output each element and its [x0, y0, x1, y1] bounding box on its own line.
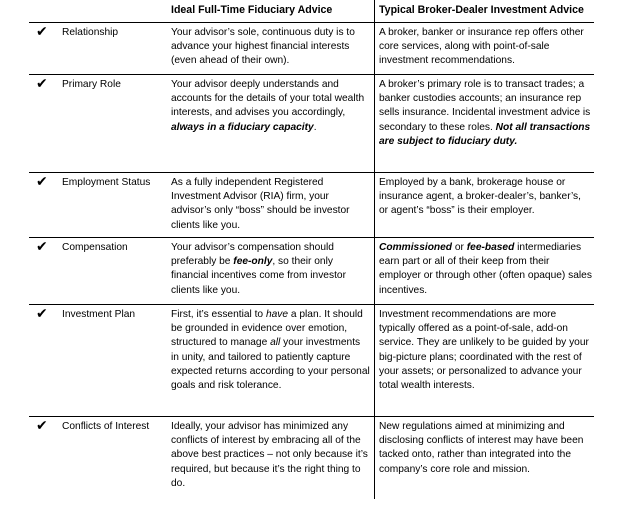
ideal-cell [167, 417, 374, 499]
table-row-conflicts-of-interest [29, 417, 594, 499]
category-cell [29, 417, 167, 499]
ideal-text: Ideally, your advisor has minimized any conflicts of interest by embracing all of the above best practices – not only because it’s required, but because it’s the right thing to do. [171, 421, 368, 489]
broker-cell [374, 417, 594, 499]
category-cell [29, 173, 167, 237]
table-row-compensation [29, 238, 594, 305]
broker-text-or: or [452, 242, 467, 253]
ideal-emphasis-have: have [265, 309, 289, 320]
ideal-text: Your advisor’s sole, continuous duty is to advance your highest financial interests (even ahead of their own). [171, 27, 355, 67]
broker-text: A broker, banker or insurance rep offers other core services, along with point-of-sale investment recommendations. [379, 27, 584, 67]
category-label: Relationship [62, 27, 119, 38]
table-row-employment-status [29, 173, 594, 238]
ideal-cell [167, 173, 374, 237]
category-cell [29, 23, 167, 74]
broker-cell [374, 173, 594, 237]
checkmark-icon: ✔ [36, 174, 48, 190]
category-cell [29, 305, 167, 416]
ideal-cell [167, 238, 374, 304]
comparison-table [29, 0, 594, 499]
category-cell [29, 238, 167, 304]
category-label: Investment Plan [62, 309, 136, 320]
broker-emphasis: Not all transactions are subject to fiduciary duty. [379, 121, 591, 147]
ideal-text: Your advisor deeply understands and accounts for the details of your total wealth interests, and advises you accordingly, [171, 79, 365, 119]
checkmark-icon: ✔ [36, 239, 48, 255]
ideal-cell [167, 23, 374, 74]
ideal-emphasis: fee-only [233, 256, 273, 268]
header-ideal: Ideal Full-Time Fiduciary Advice [171, 4, 333, 16]
table-row-investment-plan [29, 305, 594, 417]
ideal-text-end: , so their only financial incentives come from investor clients like you. [171, 256, 346, 296]
broker-text: Investment recommendations are more typically offered as a point-of-sale, add-on service. They are unlikely to be guided by your big-picture plans; coordinated with the rest of your assets; or personalized to advance your total wealth interests. [379, 309, 589, 392]
category-label: Employment Status [62, 177, 151, 188]
category-cell [29, 75, 167, 172]
table-row-primary-role [29, 75, 594, 173]
category-label: Conflicts of Interest [62, 421, 150, 432]
ideal-text: Your advisor’s compensation should preferably be [171, 242, 334, 268]
checkmark-icon: ✔ [36, 76, 48, 92]
broker-cell [374, 23, 594, 74]
table-row-relationship [29, 23, 594, 75]
broker-text: intermediaries earn part or all of their keep from their employer or through other (often opaque) sales incentives. [379, 242, 592, 296]
broker-cell [374, 75, 594, 172]
ideal-cell [167, 75, 374, 172]
ideal-text-end: . [313, 121, 317, 133]
ideal-emphasis: always in a fiduciary capacity [171, 121, 314, 133]
ideal-cell [167, 305, 374, 416]
broker-cell [374, 305, 594, 416]
checkmark-icon: ✔ [36, 306, 48, 322]
checkmark-icon: ✔ [36, 418, 48, 434]
broker-text: New regulations aimed at minimizing and disclosing conflicts of interest may have been tacked onto, rather than integrated into the company’s core role and mission. [379, 421, 584, 475]
ideal-text: As a fully independent Registered Investment Advisor (RIA) firm, your advisor’s only “boss” should be investor clients like you. [171, 177, 350, 231]
header-blank-cell [29, 0, 167, 22]
ideal-text-middle: a plan. It should be grounded in evidence over emotion, structured to manage [171, 309, 363, 349]
checkmark-icon: ✔ [36, 24, 48, 40]
header-broker: Typical Broker-Dealer Investment Advice [374, 0, 594, 22]
broker-text: Employed by a bank, brokerage house or insurance agent, a broker-dealer’s, banker’s, or agent’s “boss” is their employer. [379, 177, 581, 217]
ideal-text: First, it’s essential to [171, 309, 266, 320]
category-label: Primary Role [62, 79, 121, 90]
broker-emphasis-fee-based: fee-based [466, 242, 515, 253]
broker-emphasis-commissioned: Commissioned [379, 242, 453, 253]
broker-cell [374, 238, 594, 304]
ideal-emphasis-all: all [270, 337, 281, 349]
broker-text: A broker’s primary role is to transact trades; a banker custodies accounts; an insurance rep sells insurance. Incidental investment advice is secondary to these roles. [379, 79, 591, 133]
category-label: Compensation [62, 242, 128, 253]
header-row [29, 0, 594, 23]
ideal-text-end: your investments in unity, and tailored to patiently capture expected returns according to your personal goals and risk tolerance. [171, 337, 370, 392]
